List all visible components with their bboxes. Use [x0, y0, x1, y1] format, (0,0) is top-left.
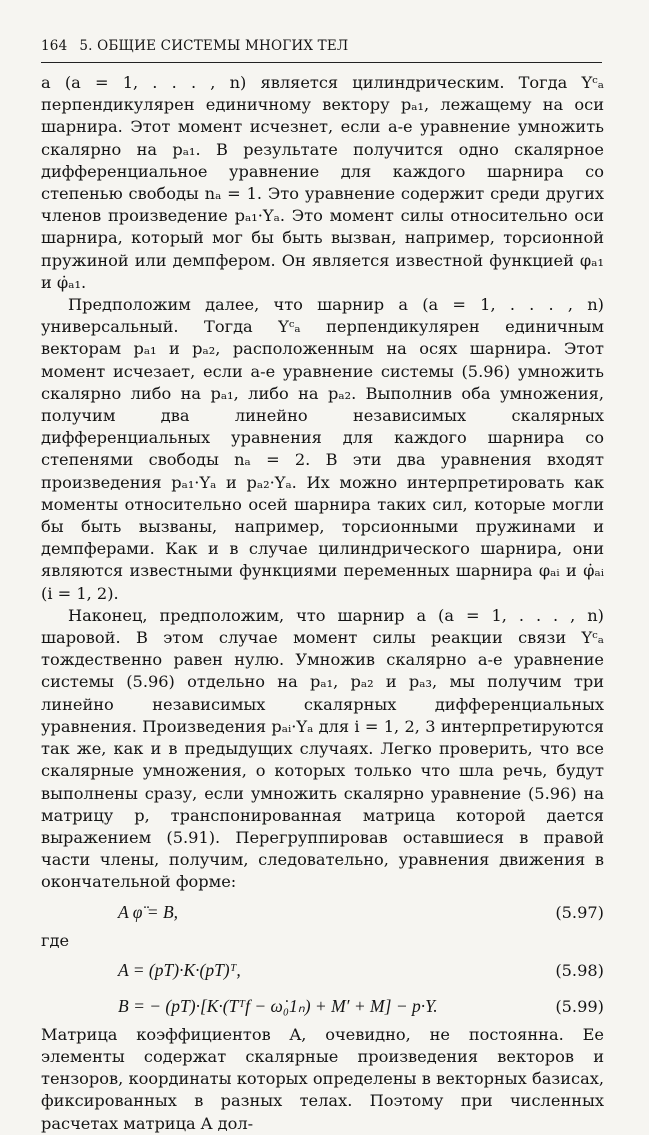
equation-number: (5.98) [555, 960, 604, 980]
equation-5-99 [41, 988, 604, 1024]
paragraph-3: Наконец, предположим, что шарнир a (a = 1, . . . , n) шаровой. В этом случае момент силы реакции связи Yᶜₐ тождественно равен нулю. Умножив скалярно a-е уравнение системы (5.96) отдельно на pₐ₁, pₐ₂ и pₐ₃, мы получим три линейно независимых скалярных дифференциальных уравнения. Произведения pₐᵢ·Yₐ для i = 1, 2, 3 интерпретируются так же, как и в предыдущих случаях. Легко проверить, что все скалярные умножения, о которых только что шла речь, будут выполнены сразу, если умножить скалярно уравнение (5.96) на матрицу p, транспонированная матрица которой дается выражением (5.91). Перегруппировав оставшиеся в правой части члены, получим, следовательно, уравнения движения в окончательной форме: [41, 605, 604, 892]
running-header [41, 38, 601, 54]
equation-5-98 [41, 952, 604, 988]
paragraph-1: a (a = 1, . . . , n) является цилиндрическим. Тогда Yᶜₐ перпендикулярен единичному вектору pₐ₁, лежащему на оси шарнира. Этот момент исчезнет, если a-е уравнение умножить скалярно на pₐ₁. В результате получится одно скалярное дифференциальное уравнение для каждого шарнира со степенью свободы nₐ = 1. Это уравнение содержит среди других членов произведение pₐ₁·Yₐ. Это момент силы относительно оси шарнира, который мог бы быть вызван, например, торсионной пружиной или демпфером. Он является известной функцией φₐ₁ и φ̇ₐ₁. [41, 73, 604, 292]
chapter-title: 5. ОБЩИЕ СИСТЕМЫ МНОГИХ ТЕЛ [79, 38, 349, 54]
equation-expr: A φ̈ = B, [118, 901, 179, 922]
equation-5-97 [41, 894, 604, 930]
equation-number: (5.97) [555, 902, 604, 922]
page-body [41, 72, 604, 1135]
gde-label: где [41, 930, 70, 950]
header-rule [41, 62, 602, 63]
equation-expr: A = (pT)·K·(pT)ᵀ, [118, 959, 241, 980]
page-number: 164 [41, 38, 68, 54]
paragraph-2: Предположим далее, что шарнир a (a = 1, . . . , n) универсальный. Тогда Yᶜₐ перпендикулярен единичным векторам pₐ₁ и pₐ₂, расположенным на осях шарнира. Этот момент исчезает, если a-е уравнение системы (5.96) умножить скалярно либо на pₐ₁, либо на pₐ₂. Выполнив оба умножения, получим два линейно независимых скалярных дифференциальных уравнения для каждого шарнира со степенями свободы nₐ = 2. В эти два уравнения входят произведения pₐ₁·Yₐ и pₐ₂·Yₐ. Их можно интерпретировать как моменты относительно осей шарнира таких сил, которые могли бы быть вызваны, например, торсионными пружинами и демпферами. Как и в случае цилиндрического шарнира, они являются известными функциями переменных шарнира φₐᵢ и φ̇ₐᵢ (i = 1, 2). [41, 295, 604, 603]
equation-number: (5.99) [555, 996, 604, 1016]
equation-expr: B = − (pT)·[K·(Tᵀf − ω̇₀1ₙ) + M′ + M] − p·Y. [118, 995, 438, 1016]
final-paragraph: Матрица коэффициентов A, очевидно, не постоянна. Ее элементы содержат скалярные произведения векторов и тензоров, координаты которых определены в векторных базисах, фиксированных в разных телах. Поэтому при численных расчетах матрица A дол- [41, 1024, 604, 1133]
